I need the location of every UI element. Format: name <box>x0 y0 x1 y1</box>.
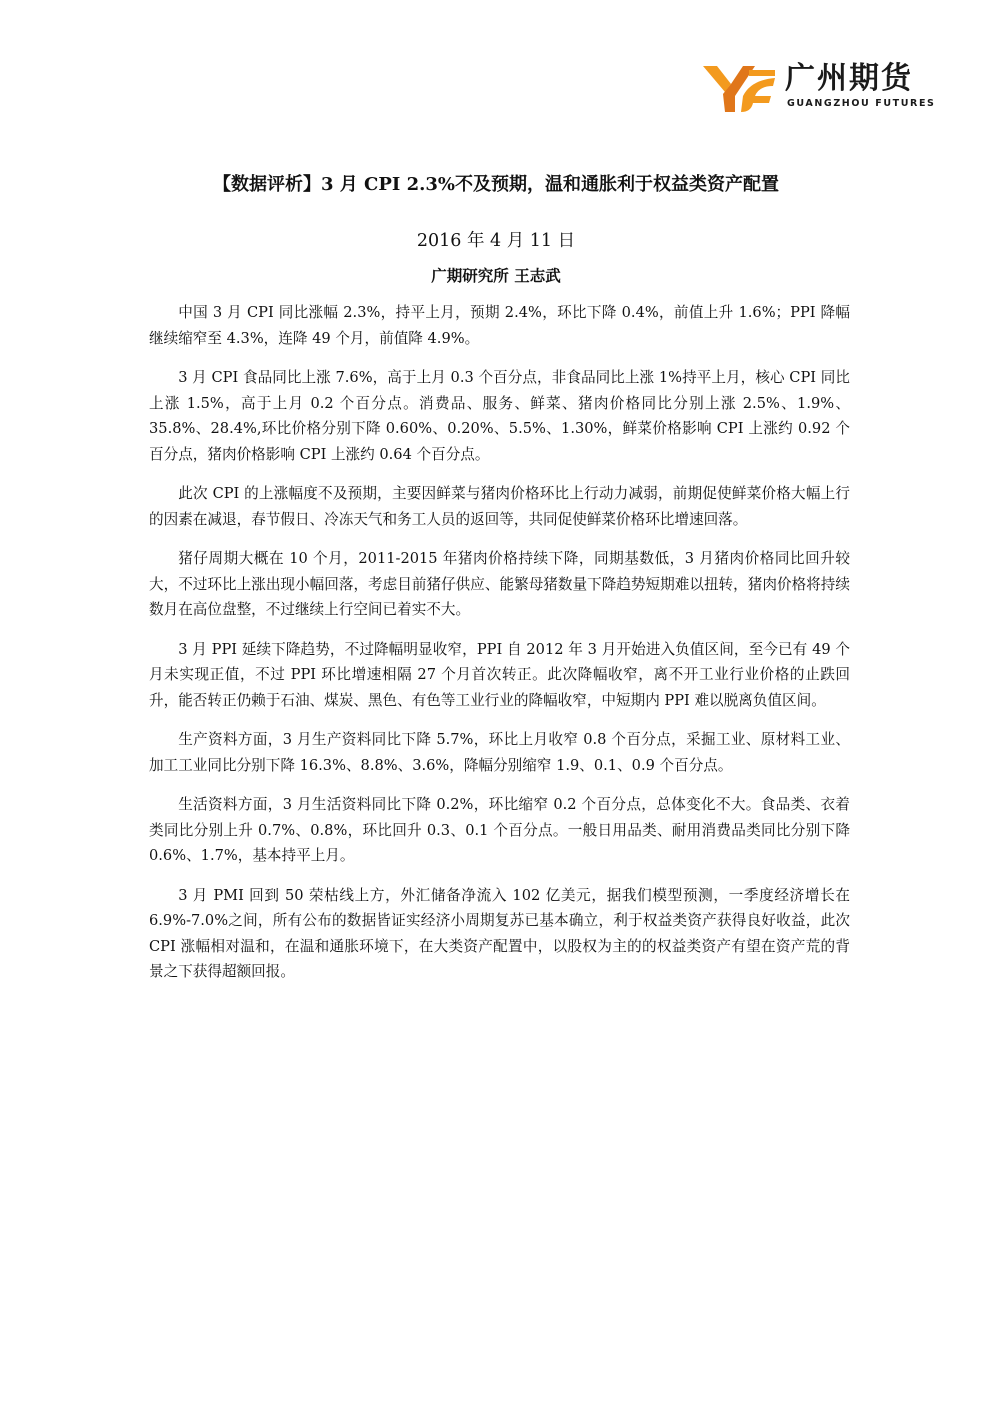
paragraph: 生产资料方面，3 月生产资料同比下降 5.7%，环比上月收窄 0.8 个百分点，采掘工业、原材料工业、加工工业同比分别下降 16.3%、8.8%、3.6%，降幅分别缩窄 1.9、0.1、0.9 个百分点。 <box>149 731 850 774</box>
paragraph: 3 月 PPI 延续下降趋势，不过降幅明显收窄，PPI 自 2012 年 3 月开始进入负值区间，至今已有 49 个月未实现正值，不过 PPI 环比增速相隔 27 个月首次转正。此次降幅收窄，离不开工业行业价格的止跌回升，能否转正仍赖于石油、煤炭、黑色、有色等工业行业的降幅收窄，中短期内 PPI 难以脱离负值区间。 <box>149 640 850 709</box>
paragraph: 3 月 CPI 食品同比上涨 7.6%，高于上月 0.3 个百分点，非食品同比上涨 1%持平上月，核心 CPI 同比上涨 1.5%，高于上月 0.2 个百分点。消费品、服务、鲜菜、猪肉价格同比分别上涨 2.5%、1.9%、35.8%、28.4%,环比价格分别下降 0.60%、0.20%、5.5%、1.30%，鲜菜价格影响 CPI 上涨约 0.92 个百分点，猪肉价格影响 CPI 上涨约 0.64 个百分点。 <box>149 369 850 463</box>
logo-chinese-name: 广州期货 <box>785 61 913 96</box>
document-date: 2016 年 4 月 11 日 <box>416 231 576 251</box>
logo-english-name: GUANGZHOU FUTURES <box>787 98 936 109</box>
yf-logo-icon <box>703 66 775 112</box>
paragraph: 猪仔周期大概在 10 个月，2011-2015 年猪肉价格持续下降，同期基数低，3 月猪肉价格同比回升较大，不过环比上涨出现小幅回落，考虑目前猪仔供应、能繁母猪数量下降趋势短期难以扭转，猪肉价格将持续数月在高位盘整，不过继续上行空间已着实不大。 <box>149 550 850 618</box>
document-title: 【数据评析】3 月 CPI 2.3%不及预期，温和通胀利于权益类资产配置 <box>212 174 780 195</box>
brand-logo <box>703 61 936 118</box>
paragraph: 中国 3 月 CPI 同比涨幅 2.3%，持平上月，预期 2.4%，环比下降 0.4%，前值上升 1.6%；PPI 降幅继续缩窄至 4.3%，连降 49 个月，前值降 4.9%。 <box>149 304 850 347</box>
document-author: 广期研究所 王志武 <box>431 266 561 285</box>
paragraph: 3 月 PMI 回到 50 荣枯线上方，外汇储备净流入 102 亿美元，据我们模型预测，一季度经济增长在 6.9%-7.0%之间，所有公布的数据皆证实经济小周期复苏已基本确立，利于权益类资产获得良好收益，此次 CPI 涨幅相对温和，在温和通胀环境下，在大类资产配置中，以股权为主的的权益类资产有望在资产荒的背景之下获得超额回报。 <box>149 886 850 980</box>
paragraph: 生活资料方面，3 月生活资料同比下降 0.2%，环比缩窄 0.2 个百分点，总体变化不大。食品类、衣着类同比分别上升 0.7%、0.8%，环比回升 0.3、0.1 个百分点。一般日用品类、耐用消费品类同比分别下降 0.6%、1.7%，基本持平上月。 <box>149 796 850 864</box>
article-body <box>149 300 850 999</box>
paragraph: 此次 CPI 的上涨幅度不及预期，主要因鲜菜与猪肉价格环比上行动力减弱，前期促使鲜菜价格大幅上行的因素在减退，春节假日、冷冻天气和务工人员的返回等，共同促使鲜菜价格环比增速回落。 <box>149 485 850 528</box>
